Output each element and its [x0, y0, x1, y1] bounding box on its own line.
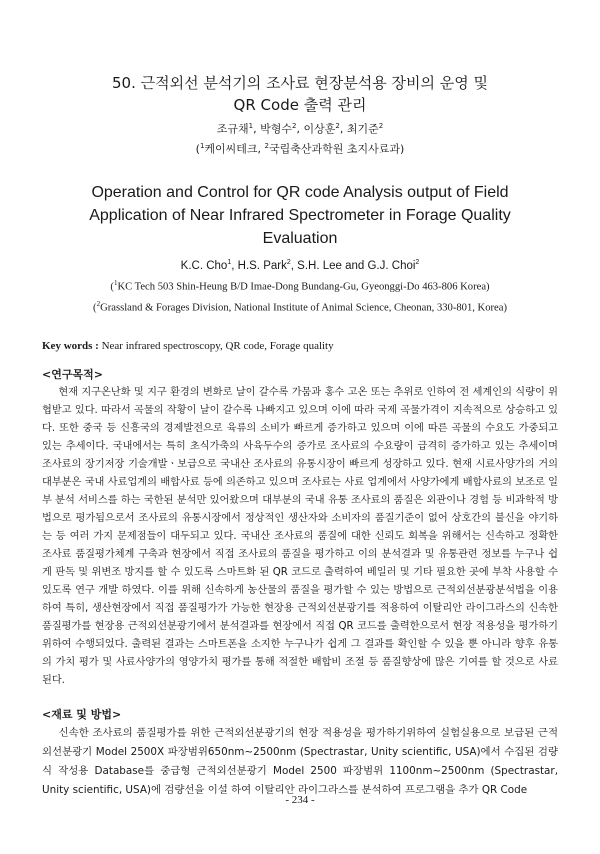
english-affiliation-2: ($^2$Grassland & Forages Division, National Institute of Animal Science, Cheonan, 330-801, Korea) — [93, 299, 507, 314]
author-en-1-sep: , — [231, 260, 238, 273]
section-body-methods: 신속한 조사료의 품질평가를 위한 근적외선분광기의 현장 적용성을 평가하기위하여 실험실용으로 보급된 근적외선분광기 Model 2500X 파장범위650nm~2500nm (Spectrastar, Unity scientific, USA)에서 수집된 검량식 작성용 Database를 중급형 근적외선분광기 Model 2500 파장범위 1100nm~2500nm (Spectrastar, Unity scientific, USA)에 검량선을 이설 하여 이탈리안 라이그라스를 분석하여 프로그램을 추가 QR Code — [42, 727, 558, 797]
author-kr-2: 박형수 — [260, 122, 293, 136]
author-kr-1-sup: 1 — [248, 122, 254, 130]
author-en-2-sup: 2 — [286, 259, 291, 267]
korean-affiliation — [42, 138, 558, 158]
author-en-4-sup: 2 — [415, 259, 420, 267]
affil-kr-sup2: 2 — [264, 141, 270, 150]
author-en-3-sep: and — [341, 260, 368, 273]
korean-authors: 조규채$^1$, 박형수$^2$, 이상훈$^2$, 최기준$^2$ — [216, 122, 384, 136]
keywords-label: Key words : — [42, 340, 99, 353]
affil-en-2-text: Grassland & Forages Division, National Institute of Animal Science, Cheonan, 330-801, Korea — [100, 302, 504, 314]
english-title-line2: Application of Near Infrared Spectrometer in Forage Quality — [89, 207, 511, 225]
korean-title-line1: 50. 근적외선 분석기의 조사료 현장분석용 장비의 운영 및 — [111, 74, 488, 92]
author-en-3: S.H. Lee — [297, 260, 342, 273]
author-en-2-sep: , — [290, 260, 298, 273]
author-en-1-sup: 1 — [227, 259, 232, 267]
page-number: - 234 - — [285, 794, 315, 806]
author-kr-1: 조규채 — [216, 122, 249, 136]
english-affiliation-1: ($^1$KC Tech 503 Shin-Heung B/D Imae-Dong Bundang-Gu, Gyeonggi-Do 463-806 Korea) — [110, 279, 490, 293]
affil-kr-open: ( — [195, 142, 200, 156]
english-title-line1: Operation and Control for QR code Analysis output of Field — [91, 184, 509, 202]
affil-kr-org2: 국립축산과학원 초지사료과 — [269, 142, 401, 156]
author-en-1: K.C. Cho — [180, 260, 228, 273]
author-kr-4: 최기준 — [346, 122, 379, 136]
author-kr-3-sup: 2 — [335, 122, 340, 130]
author-kr-3: 이상훈 — [303, 122, 336, 136]
english-title-line3: Evaluation — [262, 230, 338, 248]
author-kr-2-sup: 2 — [292, 122, 297, 130]
author-en-2: H.S. Park — [237, 260, 287, 273]
english-authors — [42, 254, 558, 275]
keywords-text: Near infrared spectroscopy, QR code, Forage quality — [98, 340, 334, 353]
section-body-purpose: 현재 지구온난화 및 지구 환경의 변화로 날이 갈수록 가뭄과 홍수 고온 또는 추위로 인하여 전 세계인의 식량이 위협받고 있다. 따라서 곡물의 작황이 날이 갈수록 나빠지고 있으며 이에 따라 국제 곡물가격이 지속적으로 상승하고 있다. 또한 중국 등 신흥국의 경제발전으로 육류의 소비가 빠르게 증가하고 있으며 이에 따른 곡물의 수요도 가중되고 있는 추세이다. 국내에서는 특히 초식가축의 사육두수의 증가로 조사료의 수요량이 급격히 증가하고 있는 추세이며 조사료의 장기저장 기술개발ㆍ보급으로 국내산 조사료의 유통시장이 빠르게 성장하고 있다. 현재 시료사양가의 거의 대부분은 국내 사료업계의 배합사료 등에 의존하고 있으며 조사료는 사료 업계에서 사양가에게 배합사료의 보조로 일부 분석 서비스를 하는 국한된 분석만 있어왔으며 대부분의 국내 유통 조사료의 품질은 외관이나 경험 등 비과학적 방법으로 평가됨으로서 조사료의 유통시장에서 정상적인 생산자와 소비자의 품질기준이 없어 상호간의 불신을 야기하는 등 여러 가지 문제점들이 대두되고 있다. 국내산 조사료의 품질에 대한 신뢰도 회복을 위해서는 신속하고 정확한 조사료 품질평가체계 구축과 현장에서 직접 조사료의 품질을 평가하고 이의 분석결과 및 유통관련 정보를 누구나 쉽게 판독 및 위변조 방지를 할 수 있도록 스마트화 된 QR 코드로 출력하여 베일러 및 기타 필요한 곳에 부착 사용할 수 있도록 연구 개발 하였다. 이를 위해 신속하게 농산물의 품질을 평가할 수 있는 방법으로 근적외선분광분석법을 이용하여 특히, 생산현장에서 직접 품질평가가 가능한 현장용 근적외선분광기를 적용하여 이탈리안 라이그라스의 신속한 품질평가를 현장용 근적외선분광기에서 분석결과를 현장에서 직접 QR 코드를 출력한으로서 현장 적용성을 평가하기위하여 수행되었다. 출력된 결과는 스마트폰을 소지한 누구나가 쉽게 그 결과를 확인할 수 있을 뿐 아니라 향후 유통의 가치 평가 및 사료사양가의 영양가치 평가를 통해 적절한 배합비 조절 등 품질향상에 많은 기여를 할 것으로 사료된다. — [42, 387, 558, 687]
affil-en-2-sup: 2 — [96, 299, 101, 308]
affil-en-1-text: KC Tech 503 Shin-Heung B/D Imae-Dong Bundang-Gu, Gyeonggi-Do 463-806 Korea — [117, 281, 487, 293]
affil-en-1-sup: 1 — [113, 279, 118, 288]
section-heading-methods: <재료 및 방법> — [42, 708, 122, 722]
affil-kr-org1: 케이씨테크, — [204, 142, 265, 156]
author-en-4: G.J. Choi — [367, 260, 416, 273]
section-heading-purpose: <연구목적> — [42, 368, 103, 382]
affil-kr-sup1: 1 — [199, 141, 205, 150]
affil-kr-close: ) — [400, 142, 405, 156]
keywords — [42, 340, 558, 352]
author-kr-4-sup: 2 — [378, 122, 384, 130]
korean-title-line2: QR Code 출력 관리 — [233, 96, 367, 114]
